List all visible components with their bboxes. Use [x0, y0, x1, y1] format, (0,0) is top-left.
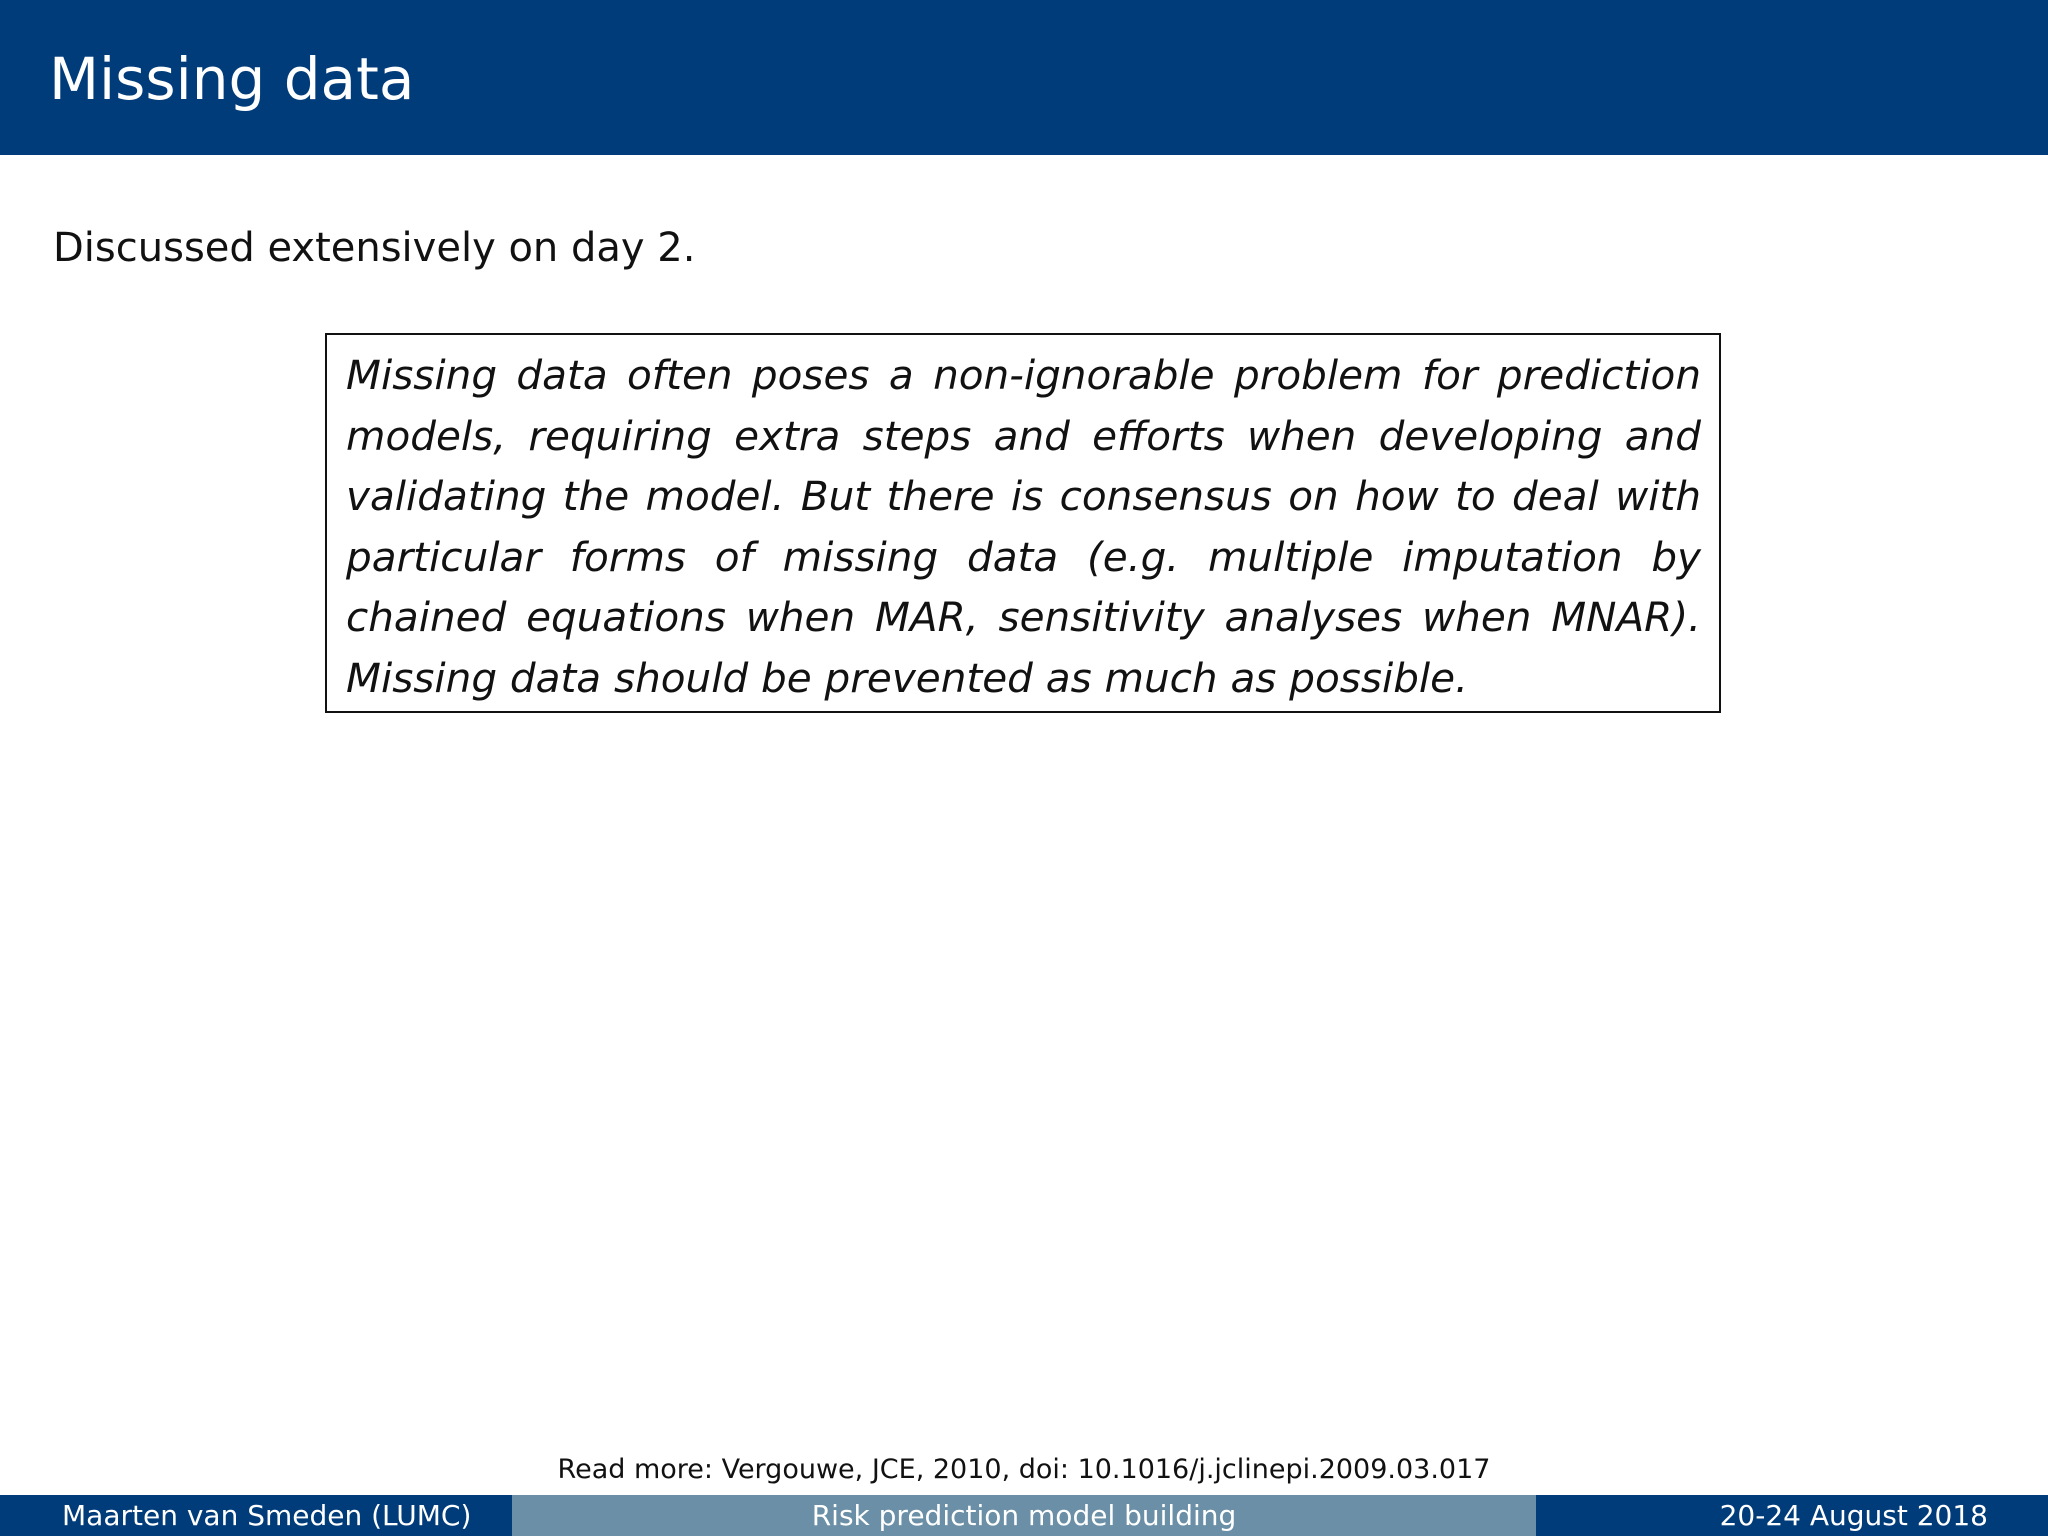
slide-title: Missing data — [49, 45, 415, 113]
intro-text: Discussed extensively on day 2. — [53, 225, 696, 271]
reference-text: Read more: Vergouwe, JCE, 2010, doi: 10.1016/j.jclinepi.2009.03.017 — [557, 1454, 1491, 1485]
title-bar — [0, 0, 2048, 155]
footer-author: Maarten van Smeden (LUMC) — [0, 1495, 512, 1536]
footer-date: 20-24 August 2018 — [1536, 1495, 2048, 1536]
footer-bar — [0, 1495, 2048, 1536]
quote-box: Missing data often poses a non-ignorable problem for prediction models, requiring extra steps and efforts when developing and validating the model. But there is consensus on how to deal with particular forms of missing data (e.g. multiple imputation by chained equations when MAR, sensitivity analyses when MNAR). Missing data should be prevented as much as possible. — [325, 333, 1721, 713]
footer-course: Risk prediction model building — [512, 1495, 1536, 1536]
